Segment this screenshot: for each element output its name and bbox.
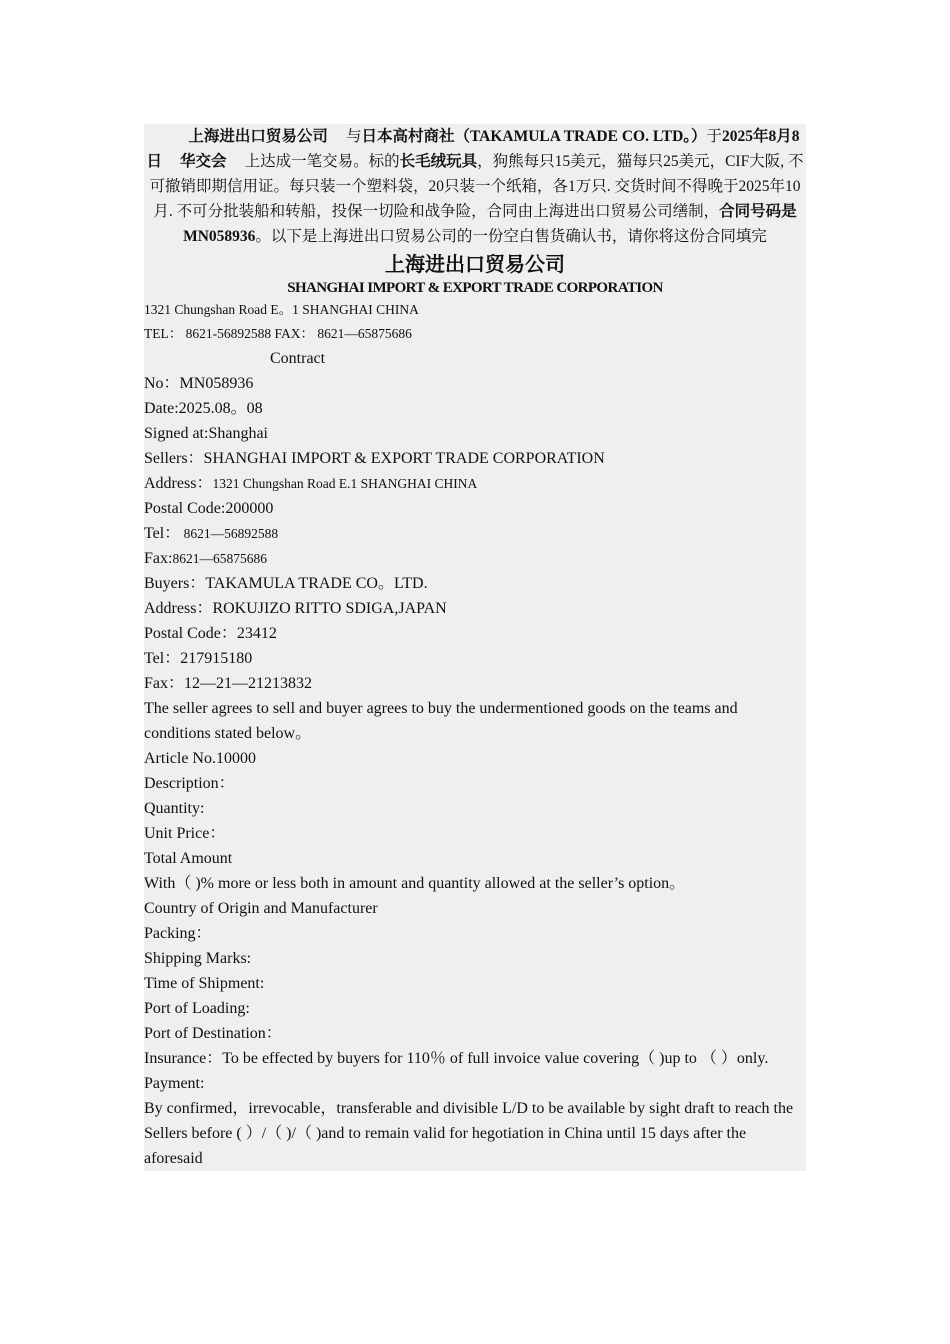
tolerance-clause: With（ )% more or less both in amount and quantity allowed at the seller’s option。	[144, 875, 686, 892]
intro-text-3: 。以下是上海进出口贸易公司的一份空白售货确认书，请你将这份合同填完	[255, 228, 767, 245]
company-contact: TEL： 8621-56892588 FAX： 8621—65875686	[144, 326, 412, 341]
shipping-marks-field: Shipping Marks:	[144, 950, 252, 967]
seller-address-row	[144, 471, 806, 496]
buyers: Buyers：TAKAMULA TRADE CO。LTD.	[144, 575, 428, 592]
buyer-postal: Postal Code：23412	[144, 625, 277, 642]
time-of-shipment-field: Time of Shipment:	[144, 975, 265, 992]
seller-tel-label: Tel：	[144, 525, 181, 542]
quantity-field: Quantity:	[144, 800, 205, 817]
intro-seller: 上海进出口贸易公司	[188, 128, 328, 145]
intro-goods: 长毛绒玩具	[399, 153, 478, 170]
seller-tel-row	[144, 521, 806, 546]
sellers: Sellers：SHANGHAI IMPORT & EXPORT TRADE CORPORATION	[144, 450, 605, 467]
seller-postal: Postal Code:200000	[144, 500, 274, 517]
company-name-en: SHANGHAI IMPORT & EXPORT TRADE CORPORATION	[287, 280, 663, 296]
payment-terms: By confirmed，irrevocable，transferable and divisible L/D to be available by sight draft to reach the	[144, 1100, 794, 1117]
intro-buyer-en: （TAKAMULA TRADE CO. LTD。）	[454, 128, 707, 145]
seller-tel: 8621—56892588	[180, 526, 279, 541]
seller-fax: 8621—65875686	[172, 551, 267, 566]
buyer-tel: Tel：217915180	[144, 650, 253, 667]
buyer-address: Address：ROKUJIZO RITTO SDIGA,JAPAN	[144, 600, 447, 617]
company-address: 1321 Chungshan Road E。1 SHANGHAI CHINA	[144, 302, 419, 317]
intro-text-2: ，狗熊每只15美元，猫每只25美元，CIF大阪, 不可撤销即期信用证。每只装一个塑料袋，20只装一个纸箱，各1万只. 交货时间不得晚于2025年10月. 不可分批装船和转船，投保一切险和战争险，合同由上海进出口贸易公司缮制，	[149, 153, 804, 220]
company-name-cn: 上海进出口贸易公司	[385, 252, 565, 276]
intro-date: 2025年8月8日	[146, 128, 800, 170]
intro-at: 于	[706, 128, 723, 145]
port-of-destination-field: Port of Destination：	[144, 1025, 282, 1042]
seller-address-label: Address：	[144, 475, 213, 492]
contract-document	[144, 124, 806, 1171]
total-amount-field: Total Amount	[144, 850, 233, 867]
article-number: Article No.10000	[144, 750, 256, 767]
port-of-loading-field: Port of Loading:	[144, 1000, 250, 1017]
contract-heading: Contract	[270, 350, 326, 367]
payment-terms-2: Sellers before ( ）/（ )/（ )and to remain valid for hegotiation in China until 15 days after the aforesaid	[144, 1125, 747, 1167]
unit-price-field: Unit Price：	[144, 825, 226, 842]
intro-paragraph	[144, 124, 806, 249]
contract-date: Date:2025.08。08	[144, 400, 263, 417]
contract-number: No：MN058936	[144, 375, 254, 392]
payment-field: Payment:	[144, 1075, 205, 1092]
seller-fax-label: Fax:	[144, 550, 173, 567]
signed-at: Signed at:Shanghai	[144, 425, 268, 442]
insurance-clause: Insurance：To be effected by buyers for 110％ of full invoice value covering（ )up to （ ）only.	[144, 1050, 769, 1067]
intro-text-1: 上达成一笔交易。标的	[244, 153, 400, 170]
intro-contract-no: 合同号码是MN058936	[183, 203, 797, 245]
buyer-fax: Fax：12—21—21213832	[144, 675, 313, 692]
intro-venue: 华交会	[180, 153, 227, 170]
agreement-text: The seller agrees to sell and buyer agrees to buy the undermentioned goods on the teams and conditions stated below。	[144, 700, 738, 742]
description-field: Description：	[144, 775, 235, 792]
seller-fax-row	[144, 546, 806, 571]
seller-address: 1321 Chungshan Road E.1 SHANGHAI CHINA	[212, 476, 478, 491]
intro-buyer-cn: 日本高村商社	[361, 128, 455, 145]
intro-with: 与	[345, 128, 362, 145]
packing-field: Packing：	[144, 925, 212, 942]
origin-field: Country of Origin and Manufacturer	[144, 900, 378, 917]
